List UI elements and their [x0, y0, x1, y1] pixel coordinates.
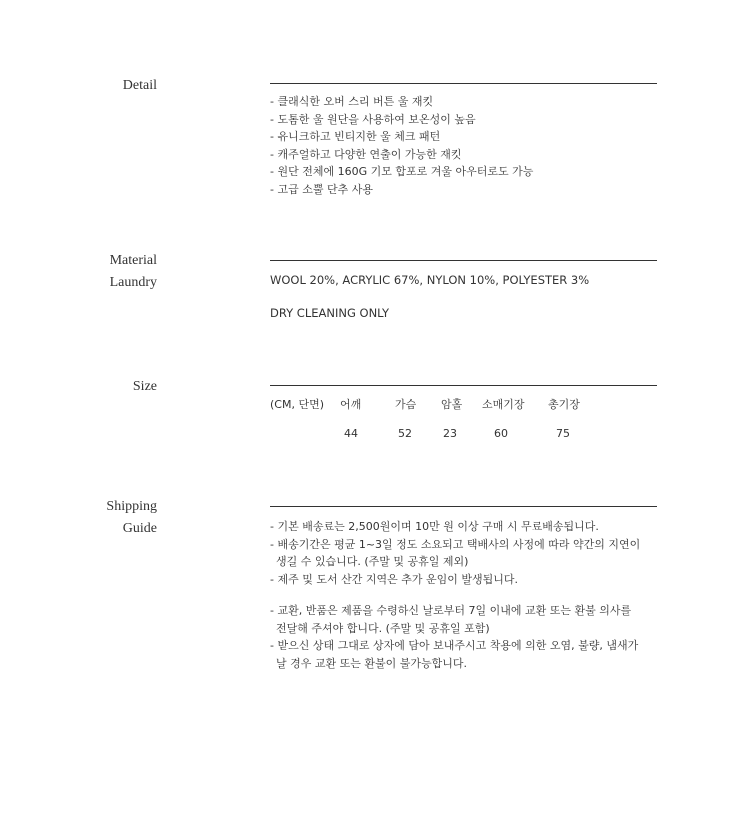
detail-item: - 원단 전체에 160G 기모 합포로 겨울 아우터로도 가능: [270, 165, 534, 178]
size-header: 가슴: [395, 398, 417, 411]
size-table: [0, 396, 750, 446]
detail-item: - 캐주얼하고 다양한 연출이 가능한 재킷: [270, 147, 462, 161]
detail-label: Detail: [122, 78, 157, 93]
shipping-label: Shipping: [106, 499, 157, 514]
shipping-line: - 기본 배송료는 2,500원이며 10만 원 이상 구매 시 무료배송됩니다.: [270, 520, 599, 533]
detail-divider: [270, 83, 657, 84]
size-header: 총기장: [548, 398, 580, 411]
laundry-label: Laundry: [109, 275, 157, 290]
shipping-line: - 받으신 상태 그대로 상자에 담아 보내주시고 착용에 의한 오염, 불량, 냄새가: [270, 639, 639, 652]
size-value: 60: [494, 427, 508, 440]
detail-item: - 클래식한 오버 스리 버튼 울 재킷: [270, 95, 434, 108]
shipping-divider: [270, 506, 657, 507]
guide-label: Guide: [122, 521, 157, 536]
size-value: 75: [556, 427, 570, 440]
size-header: 암홀: [441, 398, 463, 411]
shipping-text: [270, 518, 670, 672]
detail-item: - 도톰한 울 원단을 사용하여 보온성이 높음: [270, 112, 476, 126]
shipping-line: - 교환, 반품은 제품을 수령하신 날로부터 7일 이내에 교환 또는 환불 의사를: [270, 604, 632, 617]
shipping-line: 날 경우 교환 또는 환불이 불가능합니다.: [276, 656, 467, 670]
size-header: 소매기장: [482, 398, 525, 411]
shipping-line: - 배송기간은 평균 1~3일 정도 소요되고 택배사의 사정에 따라 약간의 지연이: [270, 537, 641, 551]
material-divider: [270, 260, 657, 261]
material-composition: WOOL 20%, ACRYLIC 67%, NYLON 10%, POLYESTER 3%: [270, 273, 590, 287]
size-header: 어깨: [340, 398, 362, 411]
material-label: Material: [109, 253, 157, 268]
detail-list: [270, 93, 670, 198]
detail-item: - 유니크하고 빈티지한 울 체크 패턴: [270, 130, 441, 143]
size-label: Size: [132, 379, 157, 394]
size-value: 23: [443, 427, 457, 440]
shipping-spacer: [270, 588, 670, 602]
shipping-line: 전달해 주셔야 합니다. (주말 및 공휴일 포함): [276, 621, 490, 635]
size-unit: (CM, 단면): [270, 398, 324, 411]
size-value: 44: [344, 427, 358, 440]
detail-item: - 고급 소뿔 단추 사용: [270, 182, 373, 196]
size-value: 52: [398, 427, 412, 440]
shipping-line: 생길 수 있습니다. (주말 및 공휴일 제외): [276, 555, 469, 568]
shipping-line: - 제주 및 도서 산간 지역은 추가 운임이 발생됩니다.: [270, 572, 518, 586]
size-divider: [270, 385, 657, 386]
laundry-instructions: DRY CLEANING ONLY: [270, 306, 390, 320]
